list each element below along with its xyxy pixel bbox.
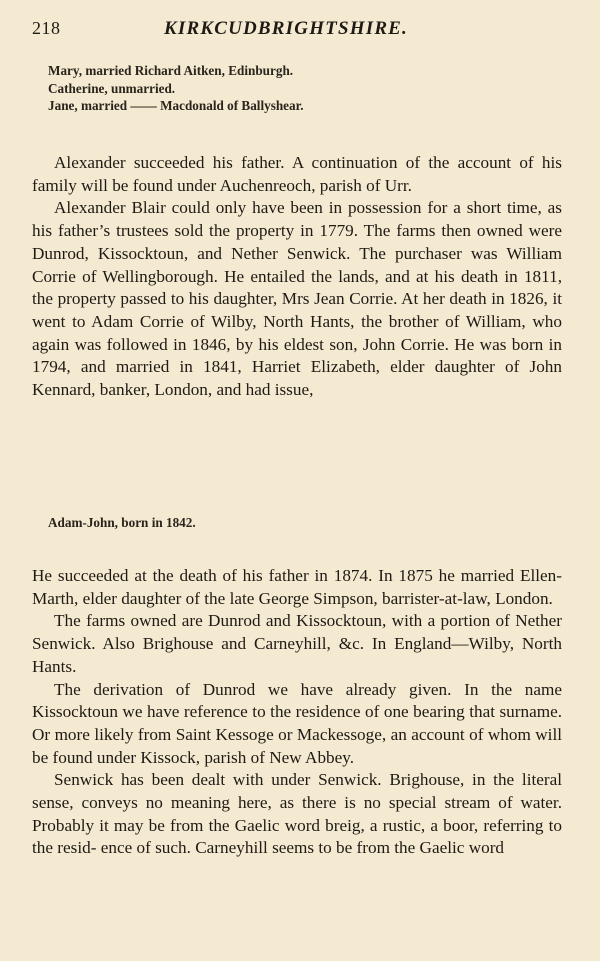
text-block-first [32,152,562,402]
paragraph: Alexander Blair could only have been in possession for a short time, as his father’s trustees sold the property in 1779. The farms then owned were Dunrod, Kissocktoun, and Nether Senwick. The purchaser was William Corrie of Wellingborough. He entailed the lands, and at his death in 1811, the property passed to his daughter, Mrs Jean Corrie. At her death in 1826, it went to Adam Corrie of Wilby, North Hants, the brother of William, who again was followed in 1846, by his eldest son, John Corrie. He was born in 1794, and married in 1841, Harriet Elizabeth, elder daughter of John Kennard, banker, London, and had issue, [32,198,562,400]
paragraph: Alexander succeeded his father. A continuation of the account of his family will be found under Auchenreoch, parish of Urr. [32,153,562,195]
paragraph: Senwick has been dealt with under Senwick. Brighouse, in the literal sense, conveys no meaning here, as there is no special stream of water. Probably it may be from the Gaelic word breig, a rustic, a boor, referring to the resid- ence of such. Carneyhill seems to be from the Gaelic word [32,770,562,858]
list-item: Jane, married —— Macdonald of Ballyshear. [48,98,304,113]
list-item: Catherine, unmarried. [48,80,176,96]
list-item: Mary, married Richard Aitken, Edinburgh. [48,63,294,78]
paragraph: He succeeded at the death of his father in 1874. In 1875 he married Ellen-Marth, elder daughter of the late George Simpson, barrister-at-law, London. [32,566,562,608]
text-block-second [32,565,562,860]
paragraph: The farms owned are Dunrod and Kissocktoun, with a portion of Nether Senwick. Also Brighouse and Carneyhill, &c. In England—Wilby, North Hants. [32,611,562,676]
page-number: 218 [32,18,61,38]
issue-entry: Adam-John, born in 1842. [48,515,196,530]
children-list [48,62,564,115]
paragraph: The derivation of Dunrod we have already given. In the name Kissocktoun we have reference to the residence of one bearing that surname. Or more likely from Saint Kessoge or Mackessoge, an account of whom will be found under Kissock, parish of New Abbey. [32,679,562,767]
running-title: KIRKCUDBRIGHTSHIRE. [164,18,409,39]
page-header [32,18,564,44]
